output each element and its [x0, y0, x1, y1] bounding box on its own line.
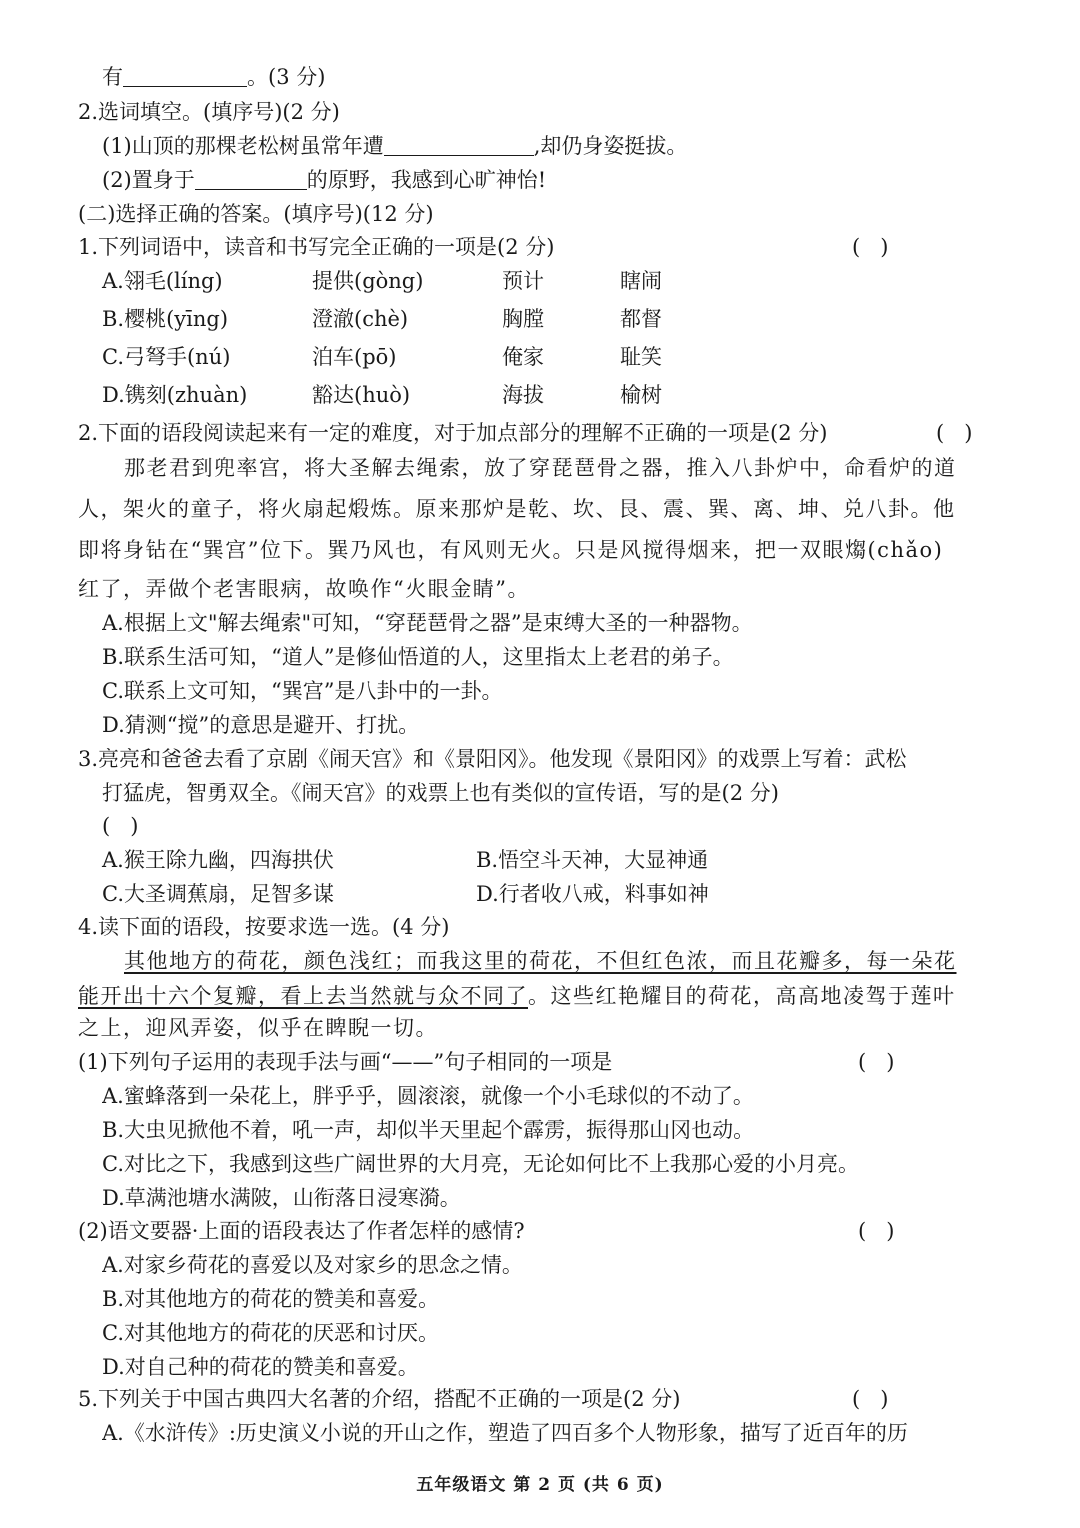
answer-paren[interactable]: ( ): [858, 1219, 895, 1243]
passage-line: [78, 494, 1018, 524]
dotted-text: 道: [934, 456, 957, 480]
dotted-text: 穿琵琶骨之器: [529, 456, 664, 480]
option-cell: 榆树: [620, 383, 662, 407]
answer-blank[interactable]: [384, 135, 534, 156]
option-cell: 豁达(huò): [312, 383, 411, 407]
option-cell: B.樱桃(yīng): [102, 307, 229, 331]
passage-text: 得烟来，把一双眼煼(chǎo): [664, 538, 944, 562]
question-title: 2.选词填空。(填序号)(2 分): [78, 100, 340, 124]
option-line: D.对自己种的荷花的赞美和喜爱。: [102, 1355, 419, 1379]
option-cell: 都督: [620, 307, 662, 331]
fill-line-0: [102, 62, 1042, 92]
fill-text: (2)置身于: [102, 168, 195, 192]
page-footer: 五年级语文 第 2 页 (共 6 页): [416, 1475, 664, 1495]
option-line: A.对家乡荷花的喜爱以及对家乡的思念之情。: [102, 1253, 523, 1277]
dotted-text: 搅: [642, 538, 665, 562]
fill-text: (1)山顶的那棵老松树虽常年遭: [102, 134, 384, 158]
passage-text: ”位下。巽乃风也，有风则无火。只是风: [247, 538, 643, 562]
option-cell: 瞎闹: [620, 269, 662, 293]
sub-question: (1)下列句子运用的表现手法与画“——”句子相同的一项是: [78, 1050, 613, 1074]
option-line: C.联系上文可知，“巽宫”是八卦中的一卦。: [102, 679, 503, 703]
answer-paren[interactable]: ( ): [858, 1050, 895, 1074]
option-cell: C.弓弩手(nú): [102, 345, 231, 369]
passage-line: 红了，弄做个老害眼病，故唤作“火眼金睛”。: [78, 577, 530, 601]
answer-paren[interactable]: ( ): [936, 421, 973, 445]
option-line: D.草满池塘水满陂，山衔落日浸寒漪。: [102, 1186, 461, 1210]
passage-text: 。这些红艳耀目的荷花，高高地凌驾于莲叶: [528, 984, 956, 1008]
option-cell: 澄澈(chè): [312, 307, 409, 331]
passage-line: [78, 981, 1018, 1015]
answer-blank[interactable]: [195, 169, 307, 190]
sub-question: (2)语文要器·上面的语段表达了作者怎样的感情?: [78, 1219, 525, 1243]
option-cell: A.翎毛(líng): [102, 269, 223, 293]
question-title: 4.读下面的语段，按要求选一选。(4 分): [78, 915, 450, 939]
option-cell: 预计: [502, 269, 544, 293]
fill-text: ,却仍身姿挺拔。: [533, 134, 688, 158]
question-title: 2.下面的语段阅读起来有一定的难度，对于加点部分的理解不正确的一项是(2 分): [78, 421, 828, 445]
passage-line: [124, 453, 1024, 483]
answer-paren[interactable]: ( ): [852, 1387, 889, 1411]
option-cell: 泊车(pō): [312, 345, 397, 369]
option-line: B.对其他地方的荷花的赞美和喜爱。: [102, 1287, 440, 1311]
option-cell: 提供(gòng): [312, 269, 424, 293]
passage-line: [78, 535, 1018, 565]
passage-text: 那老君到兜率宫，将大圣解去绳索，放了: [124, 456, 529, 480]
option-line: A.根据上文"解去绳索"可知，“穿琵琶骨之器”是束缚大圣的一种器物。: [102, 611, 753, 635]
option-cell: D.行者收八戒，料事如神: [476, 882, 709, 906]
question-title: 5.下列关于中国古典四大名著的介绍，搭配不正确的一项是(2 分): [78, 1387, 681, 1411]
passage-text: 即将身钻在“: [78, 538, 203, 562]
question-title: 3.亮亮和爸爸去看了京剧《闹天宫》和《景阳冈》。他发现《景阳冈》的戏票上写着：武松: [78, 747, 907, 771]
fill-line-2: [102, 165, 1042, 195]
fill-line-1: [102, 131, 1042, 161]
answer-paren[interactable]: ( ): [852, 235, 889, 259]
option-cell: A.猴王除九幽，四海拱伏: [102, 848, 334, 872]
option-line: D.猜测“搅”的意思是避开、打扰。: [102, 713, 420, 737]
option-line: C.对比之下，我感到这些广阔世界的大月亮，无论如何比不上我那心爱的小月亮。: [102, 1152, 859, 1176]
option-line: B.大虫见掀他不着，吼一声，却似半天里起个霹雳，振得那山冈也动。: [102, 1118, 755, 1142]
dotted-text: 人: [78, 497, 101, 521]
option-cell: B.悟空斗天神，大显神通: [476, 848, 709, 872]
option-line: B.联系生活可知，“道人”是修仙悟道的人，这里指太上老君的弟子。: [102, 645, 734, 669]
option-line: C.对其他地方的荷花的厌恶和讨厌。: [102, 1321, 439, 1345]
option-cell: D.镌刻(zhuàn): [102, 383, 248, 407]
passage-text: ，推入八卦炉中，命看炉的: [664, 456, 934, 480]
fill-text: 。(3 分): [247, 65, 326, 89]
question-title: 1.下列词语中，读音和书写完全正确的一项是(2 分): [78, 235, 555, 259]
option-line: A.《水浒传》:历史演义小说的开山之作，塑造了四百多个人物形象，描写了近百年的历: [102, 1421, 908, 1445]
fill-text: 的原野，我感到心旷神怡!: [306, 168, 547, 192]
option-cell: 俺家: [502, 345, 544, 369]
answer-paren[interactable]: ( ): [102, 814, 139, 838]
option-line: A.蜜蜂落到一朵花上，胖乎乎，圆滚滚，就像一个小毛球似的不动了。: [102, 1084, 754, 1108]
answer-blank[interactable]: [123, 66, 247, 87]
option-cell: 耻笑: [620, 345, 662, 369]
option-cell: 海拔: [502, 383, 544, 407]
dotted-text: 巽宫: [202, 538, 248, 562]
underlined-passage: 能开出十六个复瓣，看上去当然就与众不同了: [78, 984, 528, 1008]
option-cell: C.大圣调蕉扇，足智多谋: [102, 882, 334, 906]
underlined-passage: 其他地方的荷花，颜色浅红；而我这里的荷花，不但红色浓，而且花瓣多，每一朵花: [124, 949, 957, 973]
passage-text: ，架火的童子，将火扇起煅炼。原来那炉是乾、坎、艮、震、巽、离、坤、兑八卦。他: [100, 497, 956, 521]
passage-line: 之上，迎风弄姿，似乎在睥睨一切。: [78, 1016, 438, 1040]
question-line: 打猛虎，智勇双全。《闹天宫》的戏票上也有类似的宣传语，写的是(2 分): [102, 781, 779, 805]
option-cell: 胸膛: [502, 307, 544, 331]
fill-text: 有: [102, 65, 123, 89]
section-title: (二)选择正确的答案。(填序号)(12 分): [78, 202, 434, 226]
